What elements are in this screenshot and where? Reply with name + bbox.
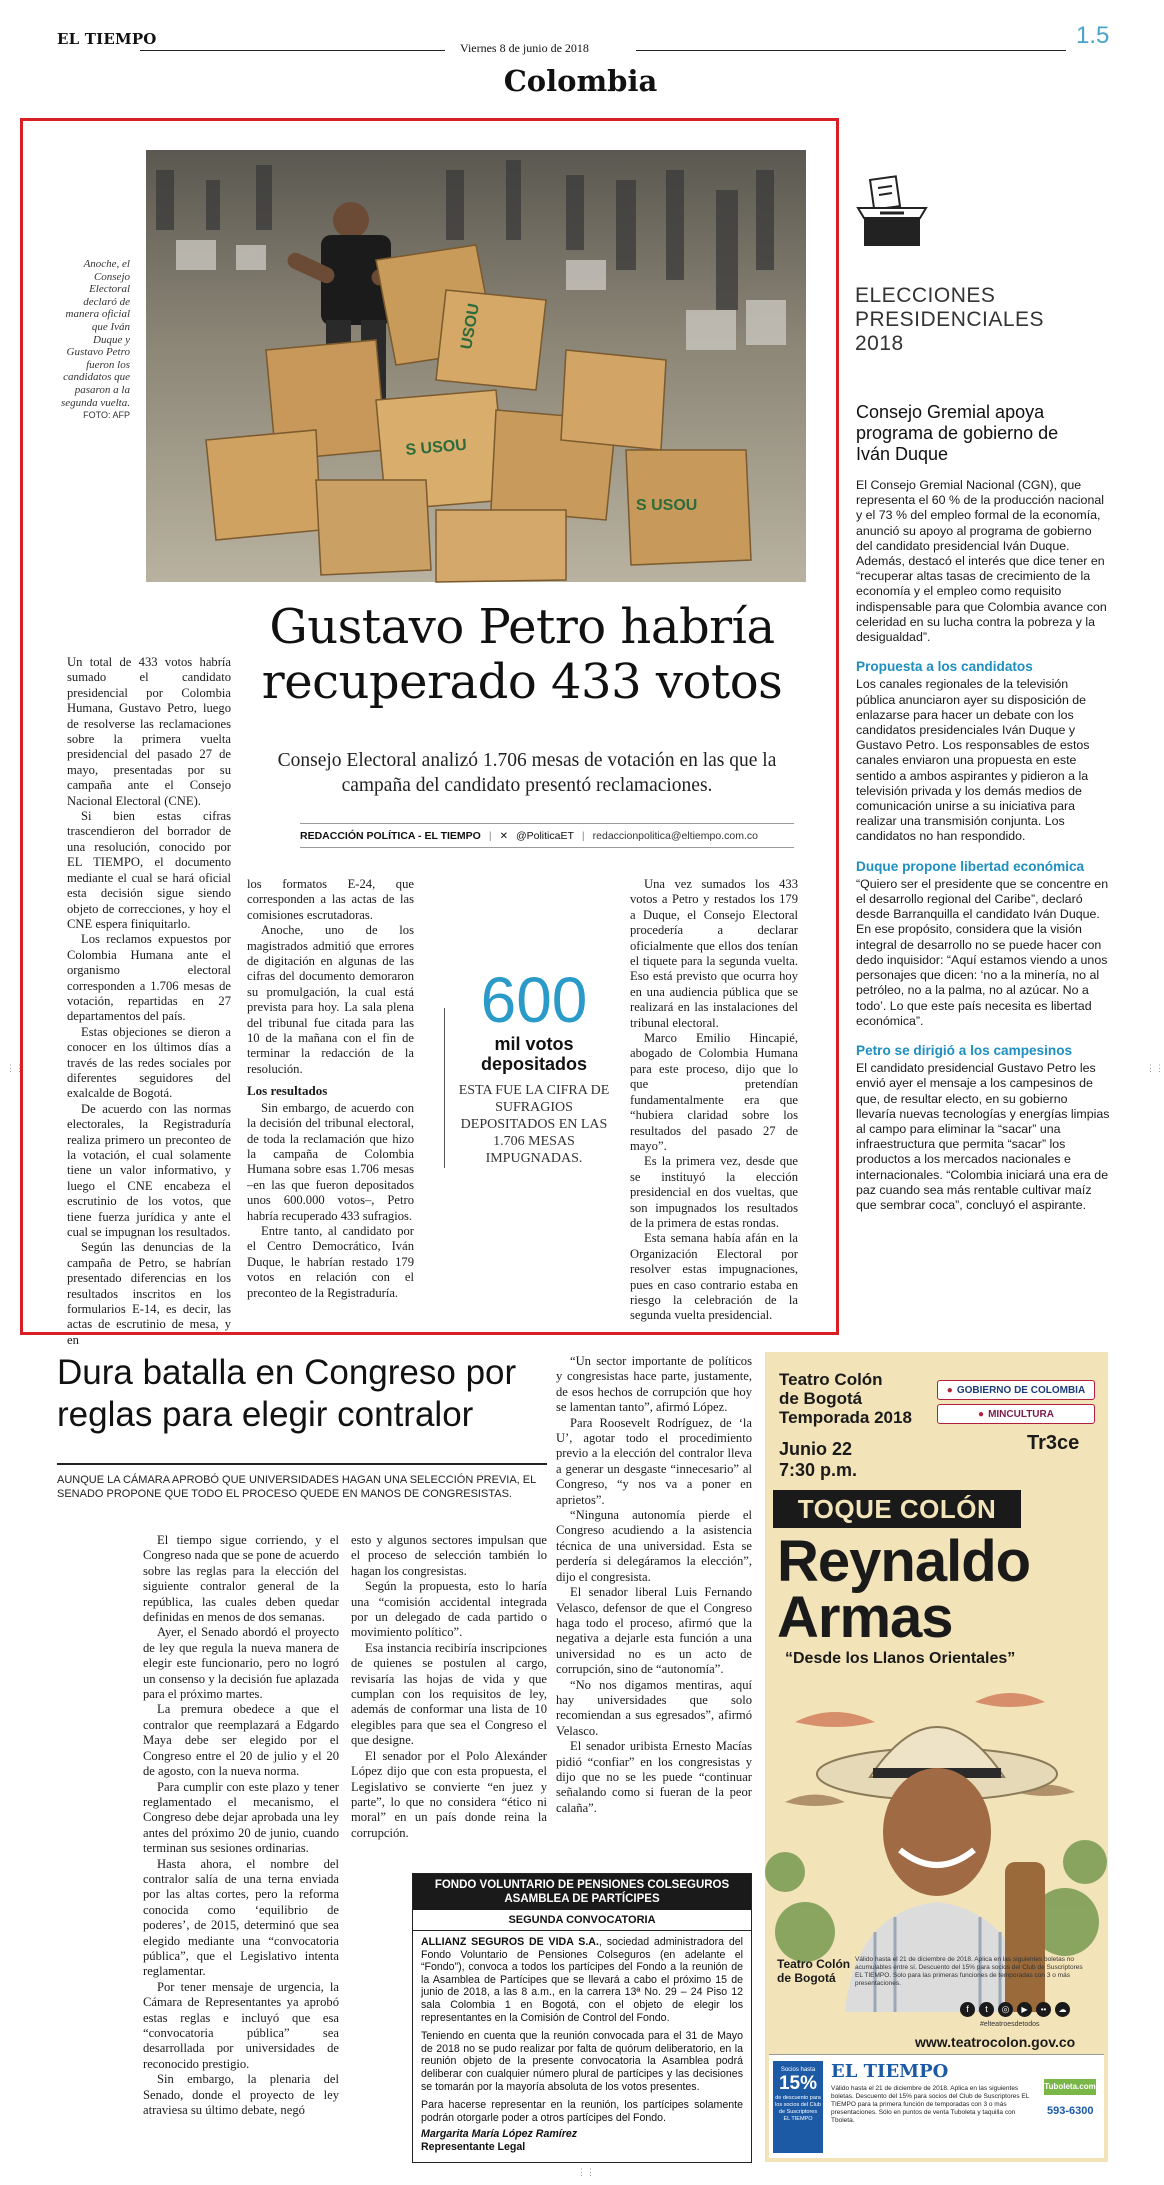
notice-body [413,1931,751,2159]
brief-text: Los canales regionales de la televisión pública anunciaron ayer su disposición de enlazarse para hacer un debate con los candidatos presidenciales Iván Duque y Gustavo Petro. Los responsables de estos canales enviaron una propuesta en este sentido a ambos aspirantes y pidieron a la televisión privada y los demás medios de comunicación unirse a su iniciativa para realizar una transmisión conjunta. Los candidatos no han respondido. [856,677,1090,844]
svg-text:USOU: USOU [458,302,483,351]
main-col-2 [247,877,414,1301]
ad-time: 7:30 p.m. [779,1460,858,1480]
soundcloud-icon[interactable]: ☁ [1055,2002,1070,2017]
notice-body-1: , sociedad administradora del Fondo Voluntario de Pensiones Colseguros (en adelante el “Fondo”), convoca a todos los partícipes del Fondo a la reunión de la Asamblea de Partícipes que se llevará a cabo el próximo 15 de junio de 2018, a las 8 a.m., en la carrera 13ª No. 29 – 24 Piso 12 sala Colombia 1 en Bogotá, con el objeto de elegir los representantes en la Comisión de Control del Fondo. [421,1936,743,2024]
notice-paragraph-2: Teniendo en cuenta que la reunión convocada para el 31 de Mayo de 2018 no se pudo realizar por falta de quórum deliberatorio, en la reunión objeto de la presente convocatoria la Asamblea podrá deliberar con cualquier número plural de partícipes y las decisiones se tomarán por la mayoría absoluta de los votos presentes. [421,2030,743,2093]
paragraph: “No nos digamos mentiras, aquí hay universidades que solo recomiendan a sus egresados”, afirmó Velasco. [556,1677,752,1738]
notice-subtitle: SEGUNDA CONVOCATORIA [413,1910,751,1931]
second-col-1 [143,1533,339,2118]
kicker-line2: PRESIDENCIALES [855,308,1045,331]
paragraph: Según las denuncias de la campaña de Petro, se habrían presentado diferencias en los resultados inscritos en los formularios E-14, es decir, las actas de escrutinio de mesa, y en [67,1240,231,1347]
second-headline-line1: Dura batalla en Congreso por [57,1353,517,1392]
section-title: Colombia [503,64,658,98]
ad-discount-small: de descuento para los socios del Club de Suscriptores EL TIEMPO [775,2095,821,2122]
ballot-box-icon [852,170,932,250]
issue-date: Viernes 8 de junio de 2018 [460,41,589,55]
main-col-1 [67,655,231,1348]
facebook-icon[interactable]: f [960,2002,975,2017]
paragraph: Es la primera vez, desde que se instituyó la elección presidencial en dos vueltas, que son impugnados los resultados de la primera de estas rondas. [630,1154,798,1230]
header-rule-left [140,50,445,51]
notice-signer: Margarita María López Ramírez [421,2128,578,2141]
paragraph: Para Roosevelt Rodríguez, de ‘la U’, agotar todo el procedimiento previo a la elección del contralor lleva a generar un desgaste “innecesario” al Congreso, “y nos va a poner en aprietos”. [556,1415,752,1507]
notice-header [413,1874,751,1910]
factoid [448,964,620,1167]
second-col-2 [351,1533,547,1841]
paragraph: “Ninguna autonomía pierde el Congreso acudiendo a la asistencia técnica de una universidad. Esta se perdería si delegáramos la elección”, dijo el congresista. [556,1508,752,1584]
paragraph: Hasta ahora, el nombre del contralor salía de una terna enviada por las altas cortes, pero la reforma conocida como ‘equilibrio de poderes’, de 2015, determinó que sea elegido mediante una “convocatoria pública”, que el Legislativo intenta reglamentar. [143,1856,339,1979]
notice-lead: ALLIANZ SEGUROS DE VIDA S.A. [421,1936,599,1948]
ad-venue-footer-2: de Bogotá [777,1971,836,1985]
ad-season: Temporada 2018 [779,1408,912,1427]
sidebar-kicker [855,284,1044,356]
byline [300,830,794,842]
fold-mark-left: ⋮⋮ [6,1064,24,1074]
youtube-icon[interactable]: ▶ [1017,2002,1032,2017]
photo-caption [60,258,130,422]
fold-mark-bottom: ⋮⋮ [577,2168,595,2178]
ad-sponsor-1-label: GOBIERNO DE COLOMBIA [956,1384,1086,1396]
byline-author: REDACCIÓN POLÍTICA - EL TIEMPO [300,830,481,842]
ad-venue-2: de Bogotá [779,1389,863,1408]
factoid-number: 600 [480,964,588,1036]
fold-mark-right: ⋮⋮ [1146,1064,1164,1074]
ad-venue [779,1370,912,1427]
photo-vote-boxes [146,150,806,582]
byline-rule-top [300,823,794,824]
paragraph: Los reclamos expuestos por Colombia Humana ante el organismo electoral corresponden a 1.706 mesas de votación, repartidas en 27 departamentos del país. [67,932,231,1024]
notice-title-2: ASAMBLEA DE PARTÍCIPES [504,1893,660,1905]
ad-venue-1: Teatro Colón [779,1370,883,1389]
second-deck-rule [57,1463,547,1465]
paragraph: El tiempo sigue corriendo, y el Congreso nada que se pone de acuerdo sobre las reglas para la elección del siguiente contralor general de la república, las cuales deben quedar definidas en menos de dos semanas. [143,1533,339,1625]
paragraph: los formatos E-24, que corresponden a las actas de las comisiones escrutadoras. [247,877,414,922]
ad-phone: 593-6300 [1047,2105,1094,2117]
page-number: 1.5 [1076,22,1110,49]
svg-text:S USOU: S USOU [636,497,698,514]
byline-rule-bottom [300,847,794,848]
shield-icon: ● [946,1384,953,1396]
ad-social-icons [960,2002,1070,2017]
shield-icon: ● [978,1408,985,1420]
main-deck: Consejo Electoral analizó 1.706 mesas de votación en las que la campaña del candidato presentó reclamaciones. [277,750,777,796]
byline-email[interactable]: redaccionpolitica@eltiempo.com.co [592,830,758,842]
paragraph: Entre tanto, al candidato por el Centro Democrático, Iván Duque, le habrían restado 179 votos en relación con el preconteo de la Registraduría. [247,1223,414,1300]
paragraph: Estas objeciones se dieron a conocer en los últimos días a través de las redes sociales por diferentes seguidores del exalcalde de Bogotá. [67,1024,231,1101]
paragraph: Sin embargo, la plenaria del Senado, donde el proyecto de ley atraviesa su último debate, negó [143,2072,339,2118]
ad-tagline: “Desde los Llanos Orientales” [785,1650,1016,1667]
paragraph: Anoche, uno de los magistrados admitió que errores de digitación en algunas de las cifras del documento demoraron su promulgación, la cual está prevista para hoy. La sala plena del tribunal fue citada para las 10 de la mañana con el fin de terminar la redacción de la resolución. [247,923,414,1076]
header-rule-right [636,50,1066,51]
paragraph: De acuerdo con las normas electorales, la Registraduría realiza primero un preconteo de la votación, el cual solamente tiene un valor informativo, y luego el CNE encabeza el escrutinio de los votos, que tiene fuerza jurídica y ante el cual se impugnan los resultados. [67,1101,231,1240]
brief-title: Duque propone libertad económica [856,858,1085,874]
factoid-text: ESTA FUE LA CIFRA DE SUFRAGIOS DEPOSITADOS EN LAS 1.706 MESAS IMPUGNADAS. [458,1083,610,1166]
paragraph: Según la propuesta, esto lo haría una “comisión accidental integrada por un delegado de cada partido o movimiento político”. [351,1579,547,1640]
notice-paragraph-3: Para hacerse representar en la reunión, los partícipes solamente podrán otorgarle poder a otros partícipes del Fondo. [421,2099,743,2124]
twitter-icon: ✕ [499,830,508,842]
paragraph: Por tener mensaje de urgencia, la Cámara de Representantes ya aprobó estas reglas e incluyó que esa “convocatoria pública” sea desarrollada por universidades de reconocido prestigio. [143,1979,339,2071]
ad-club-box [769,2054,1104,2158]
ad-artist-1: Reynaldo [777,1529,1031,1594]
ad-sponsor-2-label: MINCULTURA [988,1408,1054,1420]
kicker-line1: ELECCIONES [855,284,996,307]
ad-eltiempo-logo: EL TIEMPO [831,2061,949,2082]
paragraph: Esa instancia recibiría inscripciones de quienes se postulen al cargo, revisaría las hojas de vida y que cumplan con los requisitos de ley, además de conformar una lista de 10 elegibles para que sea el Congreso el que designe. [351,1640,547,1748]
paragraph: Marco Emilio Hincapié, abogado de Colombia Humana para este proceso, dijo que lo que pretendían fundamentalmente era que “hubiera claridad sobre los resultados del pasado 27 de mayo”. [630,1031,798,1153]
main-headline [222,600,822,710]
ad-fineprint: Válido hasta el 21 de diciembre de 2018. Aplica en las siguientes boletas no acumulables entre sí. Descuento del 15% para socios del Club de Suscriptores EL TIEMPO. Solo para las primeras funciones de temporadas con 3 o más presentaciones. [855,1956,1083,1987]
brief-title: Propuesta a los candidatos [856,659,1033,675]
main-photo [146,150,806,582]
main-col-3 [630,877,798,1324]
photo-credit: FOTO: AFP [83,410,130,421]
paragraph: esto y algunos sectores impulsan que el proceso de selección también lo hagan los congresistas. [351,1533,547,1578]
instagram-icon[interactable]: ◎ [998,2002,1013,2017]
ad-tuboleta: Tuboleta.com [1044,2079,1096,2095]
byline-separator-2: | [581,830,585,842]
second-headline-line2: reglas para elegir contralor [57,1395,474,1434]
paragraph: El senador por el Polo Alexánder López dijo que con esta propuesta, el Legislativo se convierte “en juez y parte”, lo que no considera “ético ni moral” en un país donde reina la corrupción. [351,1748,547,1840]
masthead: EL TIEMPO [57,30,157,48]
ad-artist [777,1529,1031,1650]
byline-twitter[interactable]: @PoliticaET [515,830,574,842]
notice-paragraph-1 [421,1936,743,2024]
brief-text: “Quiero ser el presidente que se concentre en el desarrollo regional del Caribe”, declaró desde Barranquilla el candidato Iván Duque. En ese propósito, considera que la visión integral de desarrollo no se puede hacer con dedo inquisidor: “Aquí estamos viendo a unos personajes que dicen: ‘no a la minería, no al petróleo, no a la palma, no al azúcar. No a todo’. Lo que este país necesita es libertad económica”. [856,876,1109,1028]
paragraph: “Un sector importante de políticos y congresistas hace parte, justamente, de esos hechos de corrupción que hoy se lamentan tanto”, afirmó López. [556,1354,752,1415]
ad-date: Junio 22 [779,1439,853,1459]
second-col-3 [556,1354,752,1816]
brief-text: El candidato presidencial Gustavo Petro les envió ayer el mensaje a los campesinos de que, de resultar electo, en su gobierno llevaría nuevas tecnologías y energías limpias al campo para eliminar la “sacar” una infraestructura que permita “sacar” los productos a los mercados nacionales e internacionales. “Colombia iniciará una era de paz cuando sea más rentable cultivar maíz que sembrar coca”, concluyó el aspirante. [856,1061,1110,1212]
paragraph: Ayer, el Senado abordó el proyecto de ley que regula la nueva manera de elegir este funcionario, pero no logró un consenso y la decisión fue aplazada para el próximo martes. [143,1625,339,1702]
byline-separator: | [488,830,492,842]
legal-notice [412,1873,752,2163]
paragraph: El senador uribista Ernesto Macías pidió “confiar” en los congresistas y dijo que no se les puede “continuar señalando como si fueran de la peor calaña”. [556,1739,752,1815]
ad-artist-2: Armas [777,1585,953,1650]
paragraph: Una vez sumados los 433 votos a Petro y restados los 179 a Duque, el Consejo Electoral procedería a declarar oficialmente que ellos dos tenían el tiquete para la segunda vuelta. Eso está previsto que ocurra hoy en una audiencia pública que se realizará en las instalaciones del tribunal electoral. [630,877,798,1030]
main-headline-line1: Gustavo Petro habría [269,599,775,655]
second-deck: AUNQUE LA CÁMARA APROBÓ QUE UNIVERSIDADES HAGAN UNA SELECCIÓN PREVIA, EL SENADO PROPONE QUE TODO EL PROCESO QUEDE EN MANOS DE CONGRESISTAS. [57,1474,536,1500]
paragraph: Para cumplir con este plazo y tener reglamentado el mecanismo, el Congreso debe dejar aprobada una ley antes del próximo 20 de junio, cuando terminan sus sesiones ordinarias. [143,1779,339,1856]
paragraph: Sin embargo, de acuerdo con la decisión del tribunal electoral, de toda la reclamación que hizo la campaña de Colombia Humana sobre esas 1.706 mesas –en las que fueron depositados unos 600.000 votos–, Petro habría recuperado 433 sufragios. [247,1100,414,1223]
ad-sponsor-2 [937,1404,1095,1424]
sidebar-headline: Consejo Gremial apoya programa de gobierno de Iván Duque [856,402,1059,464]
paragraph: La premura obedece a que el contralor que reemplazará a Edgardo Maya debe ser elegido por el Congreso entre el 20 de julio y el 20 de agosto, con la nueva norma. [143,1702,339,1779]
twitter-icon[interactable]: t [979,2002,994,2017]
ad-discount-caption: Socios hasta [780,2067,816,2073]
ad-sponsor-3: Tr3ce [1027,1432,1080,1454]
ad-website[interactable]: www.teatrocolon.gov.co [915,2034,1076,2050]
ad-datetime [779,1439,857,1481]
flickr-icon[interactable]: •• [1036,2002,1051,2017]
paragraph: El senador liberal Luis Fernando Velasco, defensor de que el Congreso haga todo el proceso, afirmó que la negativa a dejarle esta función a una universidad no es un acto de corrupción, sino de “autonomía”. [556,1585,752,1677]
factoid-label: mil votos depositados [480,1034,587,1074]
subhead-resultados: Los resultados [247,1083,328,1099]
ad-sponsor-1 [937,1380,1095,1400]
brief-title: Petro se dirigió a los campesinos [856,1042,1073,1058]
svg-text:S USOU: S USOU [404,436,468,459]
ad-venue-footer-1: Teatro Colón [777,1957,851,1971]
paragraph: Si bien estas cifras trascendieron del borrador de una resolución, conocido por EL TIEMPO, el documento mediante el cual se hará oficial esta decisión sigue siendo objeto de correcciones, y hoy el CNE espera finiquitarlo. [67,809,231,931]
second-headline [57,1352,577,1436]
ad-venue-footer [777,1957,850,1985]
sidebar-intro: El Consejo Gremial Nacional (CGN), que representa el 60 % de la producción nacional y el 73 % del empleo formal de la economía, anunció su apoyo al programa de gobierno del candidato presidencial Iván Duque. Además, destacó el interés que dice tener en “recuperar altas tasas de crecimiento de la economía y el empleo como requisito indispensable para que Colombia avance con celeridad en su lucha contra la pobreza y la desigualdad”. [856,478,1107,645]
kicker-line3: 2018 [855,332,904,355]
paragraph: Un total de 433 votos habría sumado el candidato presidencial por Colombia Humana, Gustavo Petro, luego de resolverse las reclamaciones sobre la primera vuelta presidencial del pasado 27 de mayo, presentadas por su campaña ante el Consejo Nacional Electoral (CNE). [67,655,231,808]
factoid-rule [444,1008,445,1168]
ad-banner: TOQUE COLÓN [773,1490,1021,1528]
sidebar-body [856,478,1110,1213]
photo-caption-text: Anoche, el Consejo Electoral declaró de manera oficial que Iván Duque y Gustavo Petro fueron los candidatos que pasaron a la segunda vuelta. [60,258,130,409]
ad-social-label: #elteatroesdetodos [980,2021,1040,2028]
ad-discount-box [773,2061,823,2153]
paragraph: Esta semana había afán en la Organización Electoral por resolver estas impugnaciones, pues en caso contrario estaba en riesgo la celebración de la segunda vuelta presidencial. [630,1231,798,1323]
ad-club-text: Válido hasta el 21 de diciembre de 2018. Aplica en las siguientes boletas. Descuento del 15% para socios del Club de Suscriptores EL TIEMPO para la primera función de temporadas con 3 o más presentaciones. Sólo en puntos de venta Tuboleta y taquilla con Tboleta. [831,2085,1030,2124]
notice-title-1: FONDO VOLUNTARIO DE PENSIONES COLSEGUROS [434,1879,730,1891]
advertisement[interactable] [765,1352,1108,2162]
main-headline-line2: recuperado 433 votos [261,654,783,710]
ad-discount: 15% [778,2073,818,2094]
notice-signer-role: Representante Legal [421,2140,526,2153]
